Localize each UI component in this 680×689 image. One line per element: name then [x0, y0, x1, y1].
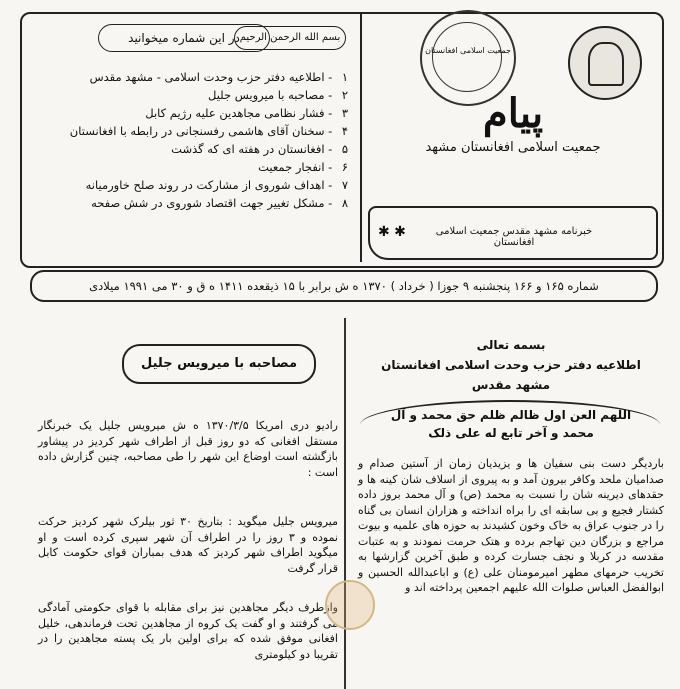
announcement-column: [352, 318, 670, 689]
contents-item[interactable]: ۷ - اهداف شوروی از مشارکت در روند صلح خاورمیانه: [85, 178, 348, 192]
announcement-bismillah: بسمه تعالی: [476, 338, 546, 352]
contents-list: [36, 68, 348, 212]
masthead-banner: [368, 206, 658, 260]
banner-text: خبرنامه مشهد مقدس جمعیت اسلامی افغانستان: [435, 226, 593, 248]
stamp-text: جمعیت اسلامی افغانستان: [425, 46, 511, 55]
interview-paragraph-3: وازطرف دیگر مجاهدین نیز برای مقابله با قوای حکومتی آمادگی می گرفتند و او گفت یک کروه از مجاهدین تحت فرماندهی، خلیل افغانی موفق شده که برای اولین بار یک پسته مجاهدین را در تقریبا دو کیلومتری: [38, 601, 338, 661]
interview-paragraph-1: رادیو دری امریکا ۱۳۷۰/۳/۵ ه ش میرویس جلیل یک خبرنگار مستقل افغانی که دو روز قبل از اطراف شهر کردیز در پیشاور بازگشته است اوضاع این شهر را طی مصاحبه، چنین گزارش داده است :: [38, 419, 338, 479]
contents-heading: در این شماره میخوانید: [98, 24, 270, 52]
announcement-body: باردیگر دست بنی سفیان ها و یزیدیان زمان از آستین صدام و صدامیان ملحد وکافر بیرون آمد و به پیروی از اسلاف شان کینه ها و حقدهای دیرینه شان را نسبت به محمد (ص) و آل محمد بروز داده کشتار فجیع و بی سابقه ای را براه انداخته و هزاران انسان بی گناه را در جنوب عراق به خاک وخون کشیدند به حوزه های علمیه و بیوت مراجع و بزرگان دین تهاجم برده و هتک حرمت نمودند و به عتبات مقدسه در کربلا و نجف جسارت کرده و طبق آخرین گزارشها به تخریب حرمهای مطهر امیرمومنان علی (ع) و اباعبدالله الحسین و ابوالفضل العباس صلوات الله علیهم اجمعین پرداخته اند و: [357, 457, 664, 594]
newspaper-title: پیام: [482, 90, 544, 137]
announcement-quote: اللهم العن اول ظالم ظلم حق محمد و آل محمد و آخر تابع له علی ذلک: [390, 408, 632, 440]
emblem-logo: [568, 26, 642, 100]
contents-item[interactable]: ۵ - افغانستان در هفته ای که گذشت: [171, 142, 348, 156]
emblem-inner: [588, 42, 624, 86]
contents-item[interactable]: ۳ - فشار نظامی مجاهدین علیه رژیم کابل: [145, 106, 348, 120]
announcement-place: مشهد مقدس: [471, 378, 551, 392]
contents-index: [28, 20, 354, 258]
issue-date-bar: شماره ۱۶۵ و ۱۶۶ پنجشنبه ۹ جوزا ( خرداد ) ۱۳۷۰ ه ش برابر با ۱۵ ذیقعده ۱۴۱۱ ه ق و ۳۰ می ۱۹۹۱ میلادی: [30, 270, 658, 302]
column-rule: [344, 318, 346, 689]
star-icon: ✱ ✱: [378, 224, 406, 240]
contents-item[interactable]: ۲ - مصاحبه با میرویس جلیل: [207, 88, 348, 102]
contents-item[interactable]: ۶ - انفجار جمعیت: [258, 160, 348, 174]
stamp-inner-ring: [432, 22, 502, 92]
masthead: [368, 20, 654, 256]
header-divider: [360, 14, 362, 262]
contents-item[interactable]: ۴ - سخنان آقای هاشمی رفسنجانی در رابطه با افغانستان: [69, 124, 348, 138]
interview-column: [26, 318, 344, 689]
contents-item-suffix: در شش صفحه: [91, 196, 163, 210]
bismillah: بسم الله الرحمن الرحیم: [234, 26, 346, 50]
newspaper-subtitle: جمعیت اسلامی افغانستان مشهد: [425, 140, 601, 155]
contents-item[interactable]: ۱ - اطلاعیه دفتر حزب وحدت اسلامی - مشهد مقدس: [89, 70, 348, 84]
watermark-stamp: [325, 580, 375, 630]
interview-title: مصاحبه با میرویس جلیل: [122, 344, 316, 384]
announcement-title: اطلاعیه دفتر حزب وحدت اسلامی افغانستان: [381, 358, 641, 372]
contents-item[interactable]: ۸ - مشکل تغییر جهت اقتصاد شوروی در شش صفحه: [91, 196, 348, 210]
interview-paragraph-2: میرویس جلیل میگوید : بتاریخ ۳۰ ثور بیلرک شهر کردیز حرکت نموده و ۳ روز را در اطراف آن شهر سپری کرده است و او میگوید اطراف شهر کردیز که هدف بمباران قوای حکومت کابل قرار گرفت: [38, 515, 338, 575]
